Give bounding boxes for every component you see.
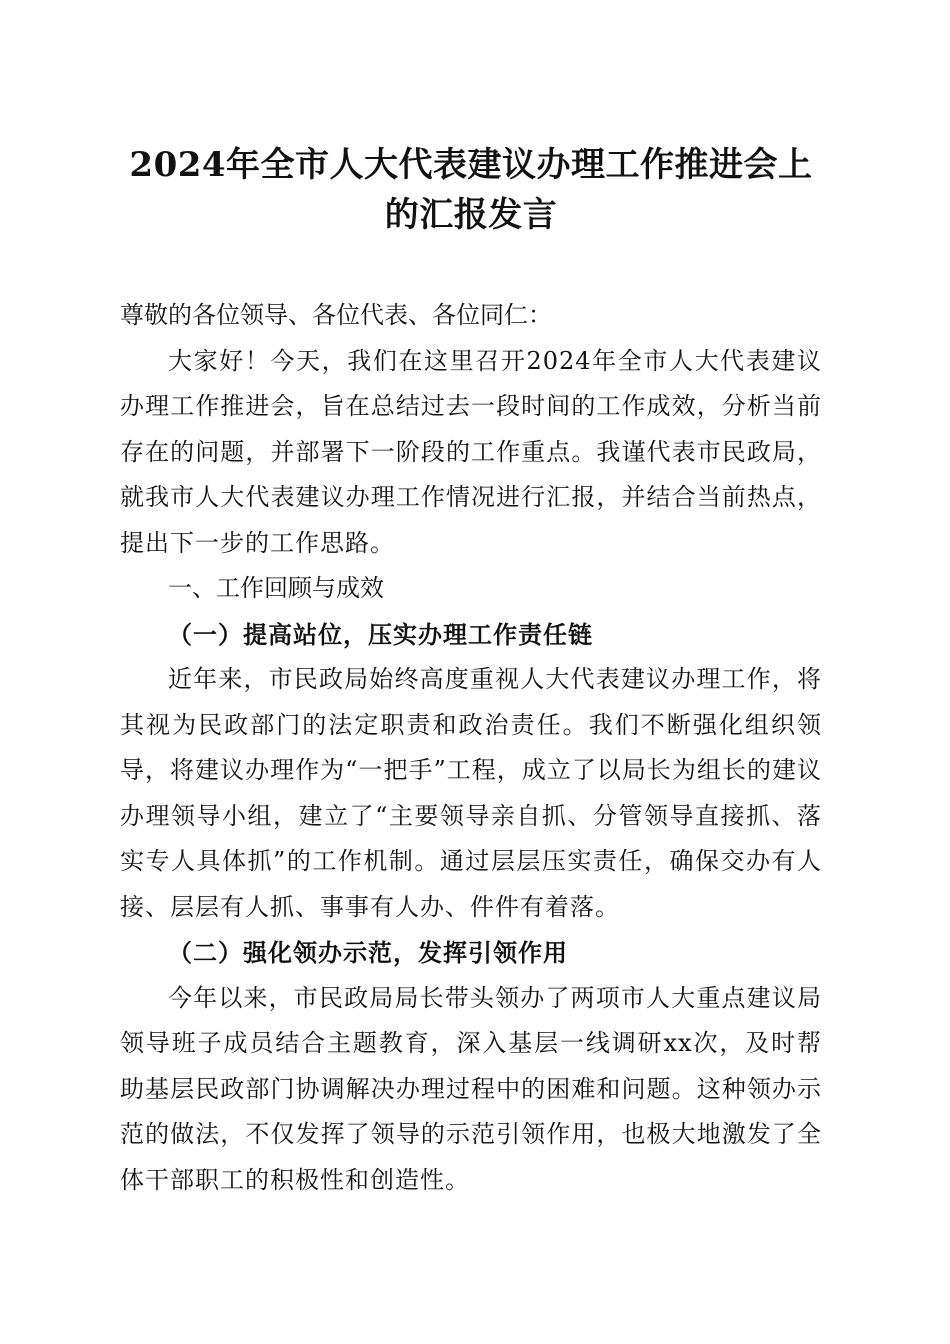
subsection-paragraph-2: 今年以来，市民政局局长带头领办了两项市人大重点建议局领导班子成员结合主题教育，深入基层一线调研xx次，及时帮助基层民政部门协调解决办理过程中的困难和问题。这种领办示范的做法，不仅发挥了领导的示范引领作用，也极大地激发了全体干部职工的积极性和创造性。 — [120, 983, 822, 1194]
document-page — [120, 140, 822, 1203]
intro-paragraph: 大家好！今天，我们在这里召开2024年全市人大代表建议办理工作推进会，旨在总结过去一段时间的工作成效，分析当前存在的问题，并部署下一阶段的工作重点。我谨代表市民政局，就我市人大代表建议办理工作情况进行汇报，并结合当前热点，提出下一步的工作思路。 — [120, 346, 822, 557]
subsection-heading-1: （一）提高站位，压实办理工作责任链 — [168, 619, 593, 649]
salutation: 尊敬的各位领导、各位代表、各位同仁： — [120, 301, 552, 329]
subsection-paragraph-1: 近年来，市民政局始终高度重视人大代表建议办理工作，将其视为民政部门的法定职责和政治责任。我们不断强化组织领导，将建议办理作为“一把手”工程，成立了以局长为组长的建议办理领导小组，建立了“主要领导亲自抓、分管领导直接抓、落实专人具体抓”的工作机制。通过层层压实责任，确保交办有人接、层层有人抓、事事有人办、件件有着落。 — [120, 665, 822, 921]
subsection-heading-2: （二）强化领办示范，发挥引领作用 — [168, 938, 568, 967]
section-heading-review: 一、工作回顾与成效 — [168, 574, 384, 602]
document-title: 2024年全市人大代表建议办理工作推进会上的汇报发言 — [129, 145, 813, 235]
